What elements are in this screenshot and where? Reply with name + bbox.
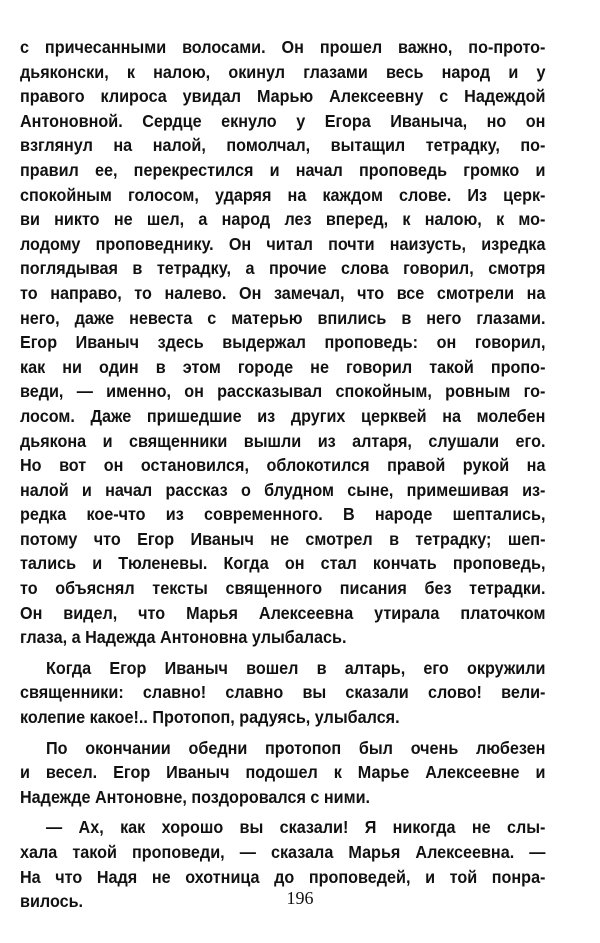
text-line: лосом. Даже пришедшие из других церквей на молебен: [20, 405, 546, 426]
text-line: Надежде Антоновне, поздоровался с ними.: [20, 786, 371, 807]
text-line: потому что Егор Иваныч не смотрел в тетрадку; шеп-: [20, 528, 546, 549]
text-line: глаза, а Надежда Антоновна улыбалась.: [20, 627, 347, 648]
text-line: хала такой проповеди, — сказала Марья Алексеевна. —: [20, 842, 546, 862]
text-line: лодому проповеднику. Он читал почти наизусть, изредка: [20, 233, 546, 254]
text-line: По окончании обедни протопоп был очень любезен: [46, 737, 546, 758]
text-line: священники: славно! славно вы сказали слово! вели-: [20, 682, 546, 703]
paragraph: [20, 35, 545, 650]
text-line: Он видел, что Марья Алексеевна утирала платочком: [20, 602, 546, 623]
text-line: — Ах, как хорошо вы сказали! Я никогда не слы-: [46, 817, 546, 838]
text-line: веди, — именно, он рассказывал спокойным, ровным го-: [20, 381, 546, 402]
paragraph: [20, 736, 545, 810]
text-line: правил ее, перекрестился и начал проповедь громко и: [20, 159, 546, 180]
text-line: поглядывая в тетрадку, а прочие слова говорил, смотря: [20, 258, 546, 279]
text-line: то объяснял тексты священного писания без тетрадки.: [20, 578, 546, 599]
text-line: дьякона и священники вышли из алтаря, слушали его.: [20, 430, 546, 451]
text-line: Егор Иваныч здесь выдержал проповедь: он говорил,: [20, 332, 546, 353]
text-line: правого клироса увидал Марью Алексеевну с Надеждой: [20, 86, 546, 107]
text-line: и весел. Егор Иваныч подошел к Марье Алексеевне и: [20, 762, 546, 783]
text-line: как ни один в этом городе не говорил такой пропо-: [20, 356, 546, 377]
text-line: спокойным голосом, ударяя на каждом слове. Из церк-: [20, 184, 546, 205]
text-line: Когда Егор Иваныч вошел в алтарь, его окружили: [46, 657, 546, 678]
paragraph: [20, 656, 545, 730]
text-line: колепие какое!.. Протопоп, радуясь, улыбался.: [20, 707, 400, 728]
text-line: то направо, то налево. Он замечал, что все смотрели на: [20, 282, 546, 303]
text-line: ви никто не шел, а народ лез вперед, к налою, к мо-: [20, 209, 546, 230]
text-line: него, даже невеста с матерью впились в него глазами.: [20, 307, 546, 328]
book-page-text: [20, 35, 545, 914]
text-line: На что Надя не охотница до проповедей, и той понра-: [20, 866, 546, 887]
text-line: редка кое-что из современного. В народе шептались,: [20, 504, 546, 525]
text-line: с причесанными волосами. Он прошел важно, по-прото-: [20, 37, 546, 57]
text-line: тались и Тюленевы. Когда он стал кончать проповедь,: [20, 553, 546, 574]
page-number: 196: [286, 888, 314, 908]
text-line: налой и начал рассказ о блудном сыне, примешивая из-: [20, 479, 546, 500]
text-line: вилось.: [20, 891, 84, 912]
text-line: Антоновной. Сердце екнуло у Егора Иваныча, но он: [20, 110, 546, 131]
text-line: дьяконски, к налою, окинул глазами весь народ и у: [20, 61, 546, 82]
text-line: Но вот он остановился, облокотился правой рукой на: [20, 455, 546, 476]
text-line: взглянул на налой, помолчал, вытащил тетрадку, по-: [20, 135, 546, 156]
